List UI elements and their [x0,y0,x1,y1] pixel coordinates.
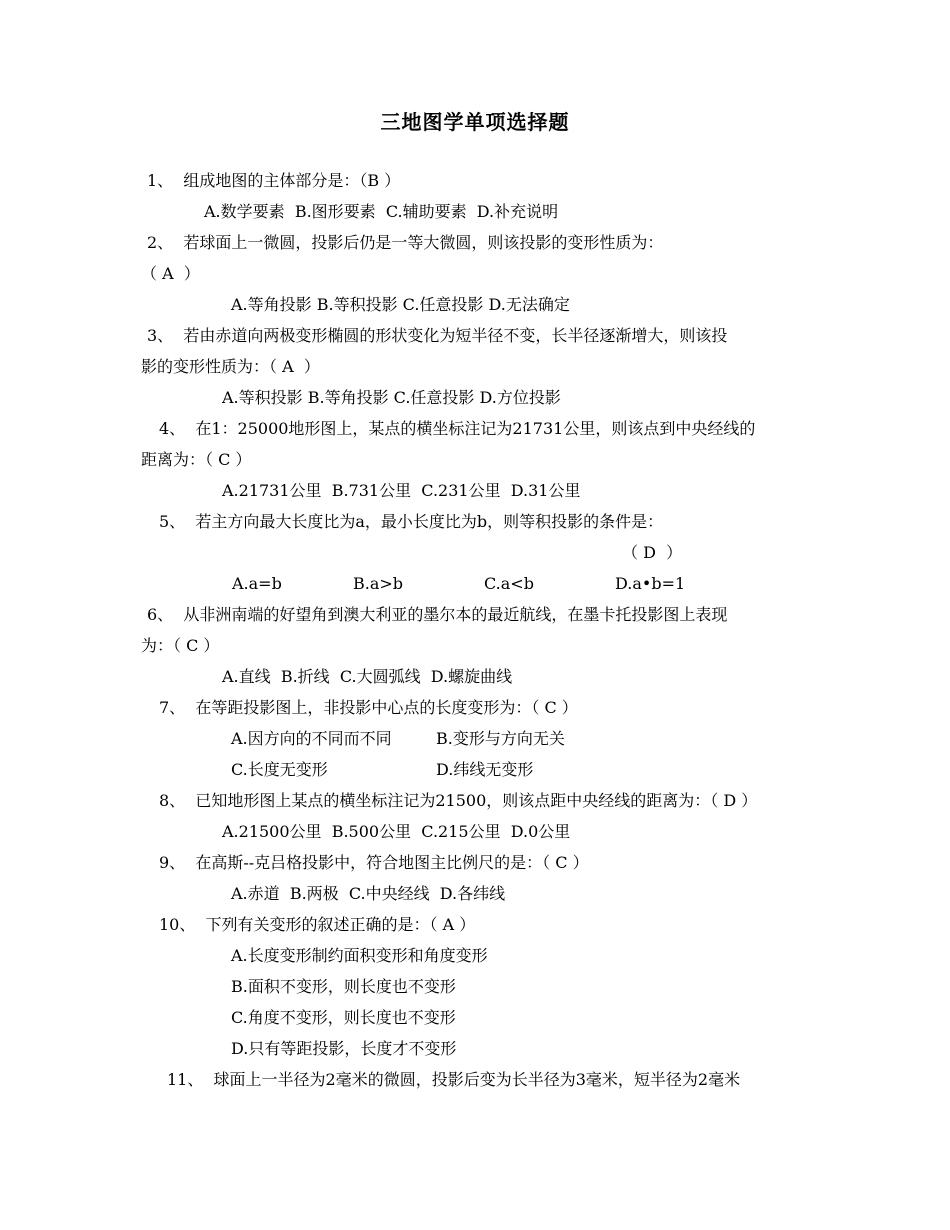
question-6-stem-continued: 为：（ C ） [141,636,220,655]
question-6-options: A.直线 B.折线 C.大圆弧线 D.螺旋曲线 [222,667,513,686]
question-4-stem-continued: 距离为：（ C ） [141,450,252,469]
question-7-option-b: B.变形与方向无关 [436,729,565,748]
question-1-options: A.数学要素 B.图形要素 C.辅助要素 D.补充说明 [204,202,559,221]
question-7-stem: 7、 在等距投影图上，非投影中心点的长度变形为：（ C ） [159,698,578,717]
question-3-options: A.等积投影 B.等角投影 C.任意投影 D.方位投影 [222,388,561,407]
question-6-stem: 6、 从非洲南端的好望角到澳大利亚的墨尔本的最近航线，在墨卡托投影图上表现 [147,605,728,624]
question-10-option-c: C.角度不变形，则长度也不变形 [231,1008,456,1027]
question-7-option-c: C.长度无变形 [231,760,328,779]
question-8-stem: 8、 已知地形图上某点的横坐标注记为21500，则该点距中央经线的距离为：（ D ） [159,791,758,810]
question-9-options: A.赤道 B.两极 C.中央经线 D.各纬线 [231,884,506,903]
question-5-answer: （ D ） [622,543,683,562]
question-11-stem: 11、 球面上一半径为2毫米的微圆，投影后变为长半径为3毫米，短半径为2毫米 [167,1070,741,1089]
question-5-option-b: B.a>b [353,574,404,593]
question-5-option-c: C.a<b [484,574,534,593]
question-2-stem: 2、 若球面上一微圆，投影后仍是一等大微圆，则该投影的变形性质为： [147,233,664,252]
page-title: 三地图学单项选择题 [380,110,570,134]
question-4-options: A.21731公里 B.731公里 C.231公里 D.31公里 [222,481,581,500]
question-10-stem: 10、 下列有关变形的叙述正确的是：（ A ） [159,915,476,934]
question-4-stem: 4、 在1：25000地形图上，某点的横坐标注记为21731公里，则该点到中央经线的 [159,419,756,438]
question-5-stem: 5、 若主方向最大长度比为a，最小长度比为b，则等积投影的条件是： [159,512,664,531]
question-10-option-d: D.只有等距投影，长度才不变形 [231,1039,457,1058]
question-3-stem: 3、 若由赤道向两极变形椭圆的形状变化为短半径不变，长半径逐渐增大，则该投 [147,326,728,345]
question-2-options: A.等角投影 B.等积投影 C.任意投影 D.无法确定 [231,295,570,314]
question-10-option-b: B.面积不变形，则长度也不变形 [231,977,456,996]
question-7-option-a: A.因方向的不同而不同 [231,729,392,748]
question-7-option-d: D.纬线无变形 [436,760,534,779]
question-10-option-a: A.长度变形制约面积变形和角度变形 [231,946,488,965]
question-2-stem-continued: （ A ） [141,264,200,283]
question-1-stem: 1、 组成地图的主体部分是：（B ） [147,171,401,190]
question-3-stem-continued: 影的变形性质为：（ A ） [141,357,320,376]
question-5-option-d: D.a•b=1 [615,574,686,593]
question-9-stem: 9、 在高斯--克吕格投影中，符合地图主比例尺的是：（ C ） [159,853,589,872]
question-8-options: A.21500公里 B.500公里 C.215公里 D.0公里 [222,822,571,841]
question-5-option-a: A.a=b [232,574,282,593]
